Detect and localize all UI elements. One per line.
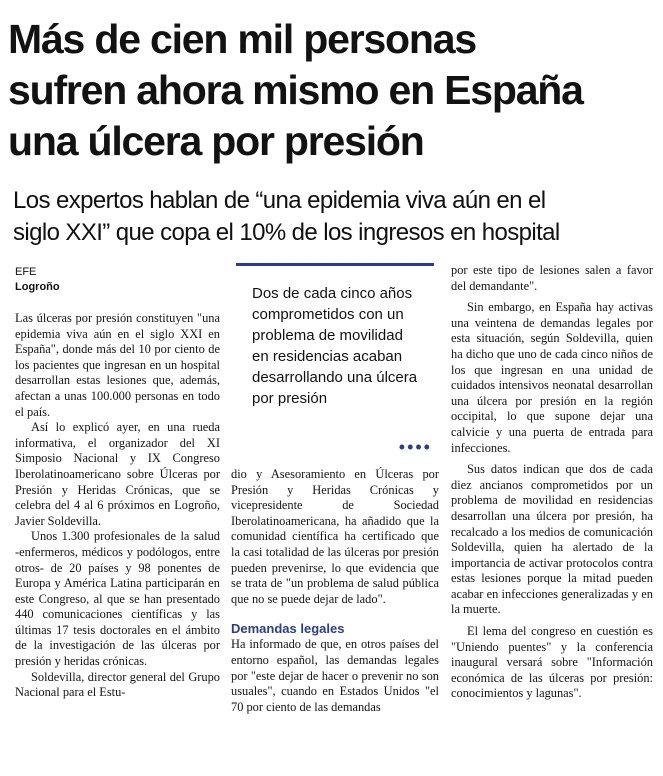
headline-line: sufren ahora mismo en España (8, 67, 583, 113)
pull-quote-line: problema de movilidad (252, 327, 403, 344)
news-agency: EFE (15, 266, 37, 278)
body-paragraph: Soldevilla, director general del Grupo Nacional para el Estu- (15, 669, 220, 700)
dateline-city: Logroño (15, 281, 60, 293)
body-paragraph: Sin embargo, en España hay activas una veintena de demandas legales por esta situación, según Soldevilla, quien ha dicho que uno de cada cinco niños de los que ingresan en una unidad de cuidados intensivos neonatal desarrollan una úlcera por presión en la región occipital, lo que supone dejar una calvicie y una puerta de entrada para infecciones. (451, 300, 653, 455)
body-paragraph: por este tipo de lesiones salen a favor del demandante". (451, 263, 653, 293)
body-paragraph: Sus datos indican que dos de cada diez ancianos comprometidos por un problema de movilidad en residencias desarrollan una úlcera por presión, ha recalcado a los medios de comunicación Soldevilla, quien ha alertado de la importancia de activar protocolos contra estas lesiones porque la mitad pueden acabar en infecciones generalizadas y en la muerte. (451, 462, 653, 617)
body-paragraph: dio y Asesoramiento en Úlceras por Presión y Heridas Crónicas y vicepresidente de Sociedad Iberolatinoamericana, ha añadido que la comunidad científica ha certificado que la casi totalidad de las úlceras por presión pueden prevenirse, lo que evidencia que se trata de "un problema de salud pública que no se puede dejar de lado". (231, 467, 439, 606)
body-paragraph: Unos 1.300 profesionales de la salud -enfermeros, médicos y podólogos, entre otros- de 20 países y 98 ponentes de Europa y América Latina participarán en este Congreso, al que se han presentado 440 comunicaciones científicas y las últimas 17 tesis doctorales en el ámbito de la investigación de las úlceras por presión y heridas crónicas. (15, 529, 220, 669)
byline (15, 265, 215, 295)
pull-quote-line: desarrollando una úlcera (252, 369, 418, 386)
body-paragraph: Ha informado de que, en otros países del entorno español, las demandas legales por "este dejar de hacer o prevenir no son usuales", cuando en Estados Unidos "el 70 por ciento de las demandas (231, 637, 439, 714)
pull-quote-line: por presión (252, 390, 328, 407)
subtitle-line: Los expertos hablan de “una epidemia viva aún en el (13, 187, 546, 214)
headline-line: Más de cien mil personas (8, 16, 476, 62)
headline-line: una úlcera por presión (8, 118, 424, 164)
body-paragraph: Las úlceras por presión constituyen "una epidemia viva aún en el siglo XXI en España", donde más del 10 por ciento de los pacientes que ingresan en un hospital desarrollan estas lesiones que, además, afectan a unas 100.000 personas en todo el país. (15, 311, 220, 419)
pull-quote-line: en residencias acaban (252, 348, 403, 365)
body-paragraph: Así lo explicó ayer, en una rueda informativa, el organizador del XI Simposio Nacional y IX Congreso Iberolatinoamericano sobre Úlceras por Presión y Heridas Crónicas, que se celebra del 4 al 6 próximos en Logroño, Javier Soldevilla. (15, 420, 220, 528)
body-paragraph: El lema del congreso en cuestión es "Uniendo puentes" y la conferencia inaugural versará sobre "Información económica de las úlceras por presión: conocimientos y lagunas". (451, 624, 653, 701)
subtitle-line: siglo XXI” que copa el 10% de los ingresos en hospital (13, 219, 560, 246)
pull-quote-line: comprometidos con un (252, 306, 404, 323)
column-1 (15, 311, 220, 701)
section-subhead: Demandas legales (231, 621, 345, 637)
column-3 (451, 263, 653, 702)
ellipsis-dots-icon: •••• (398, 437, 432, 457)
headline (8, 14, 658, 167)
subtitle (13, 185, 658, 249)
pull-quote-text (252, 283, 434, 409)
pull-quote-line: Dos de cada cinco años (252, 285, 413, 302)
pull-quote (236, 263, 434, 457)
column-2 (231, 467, 439, 715)
